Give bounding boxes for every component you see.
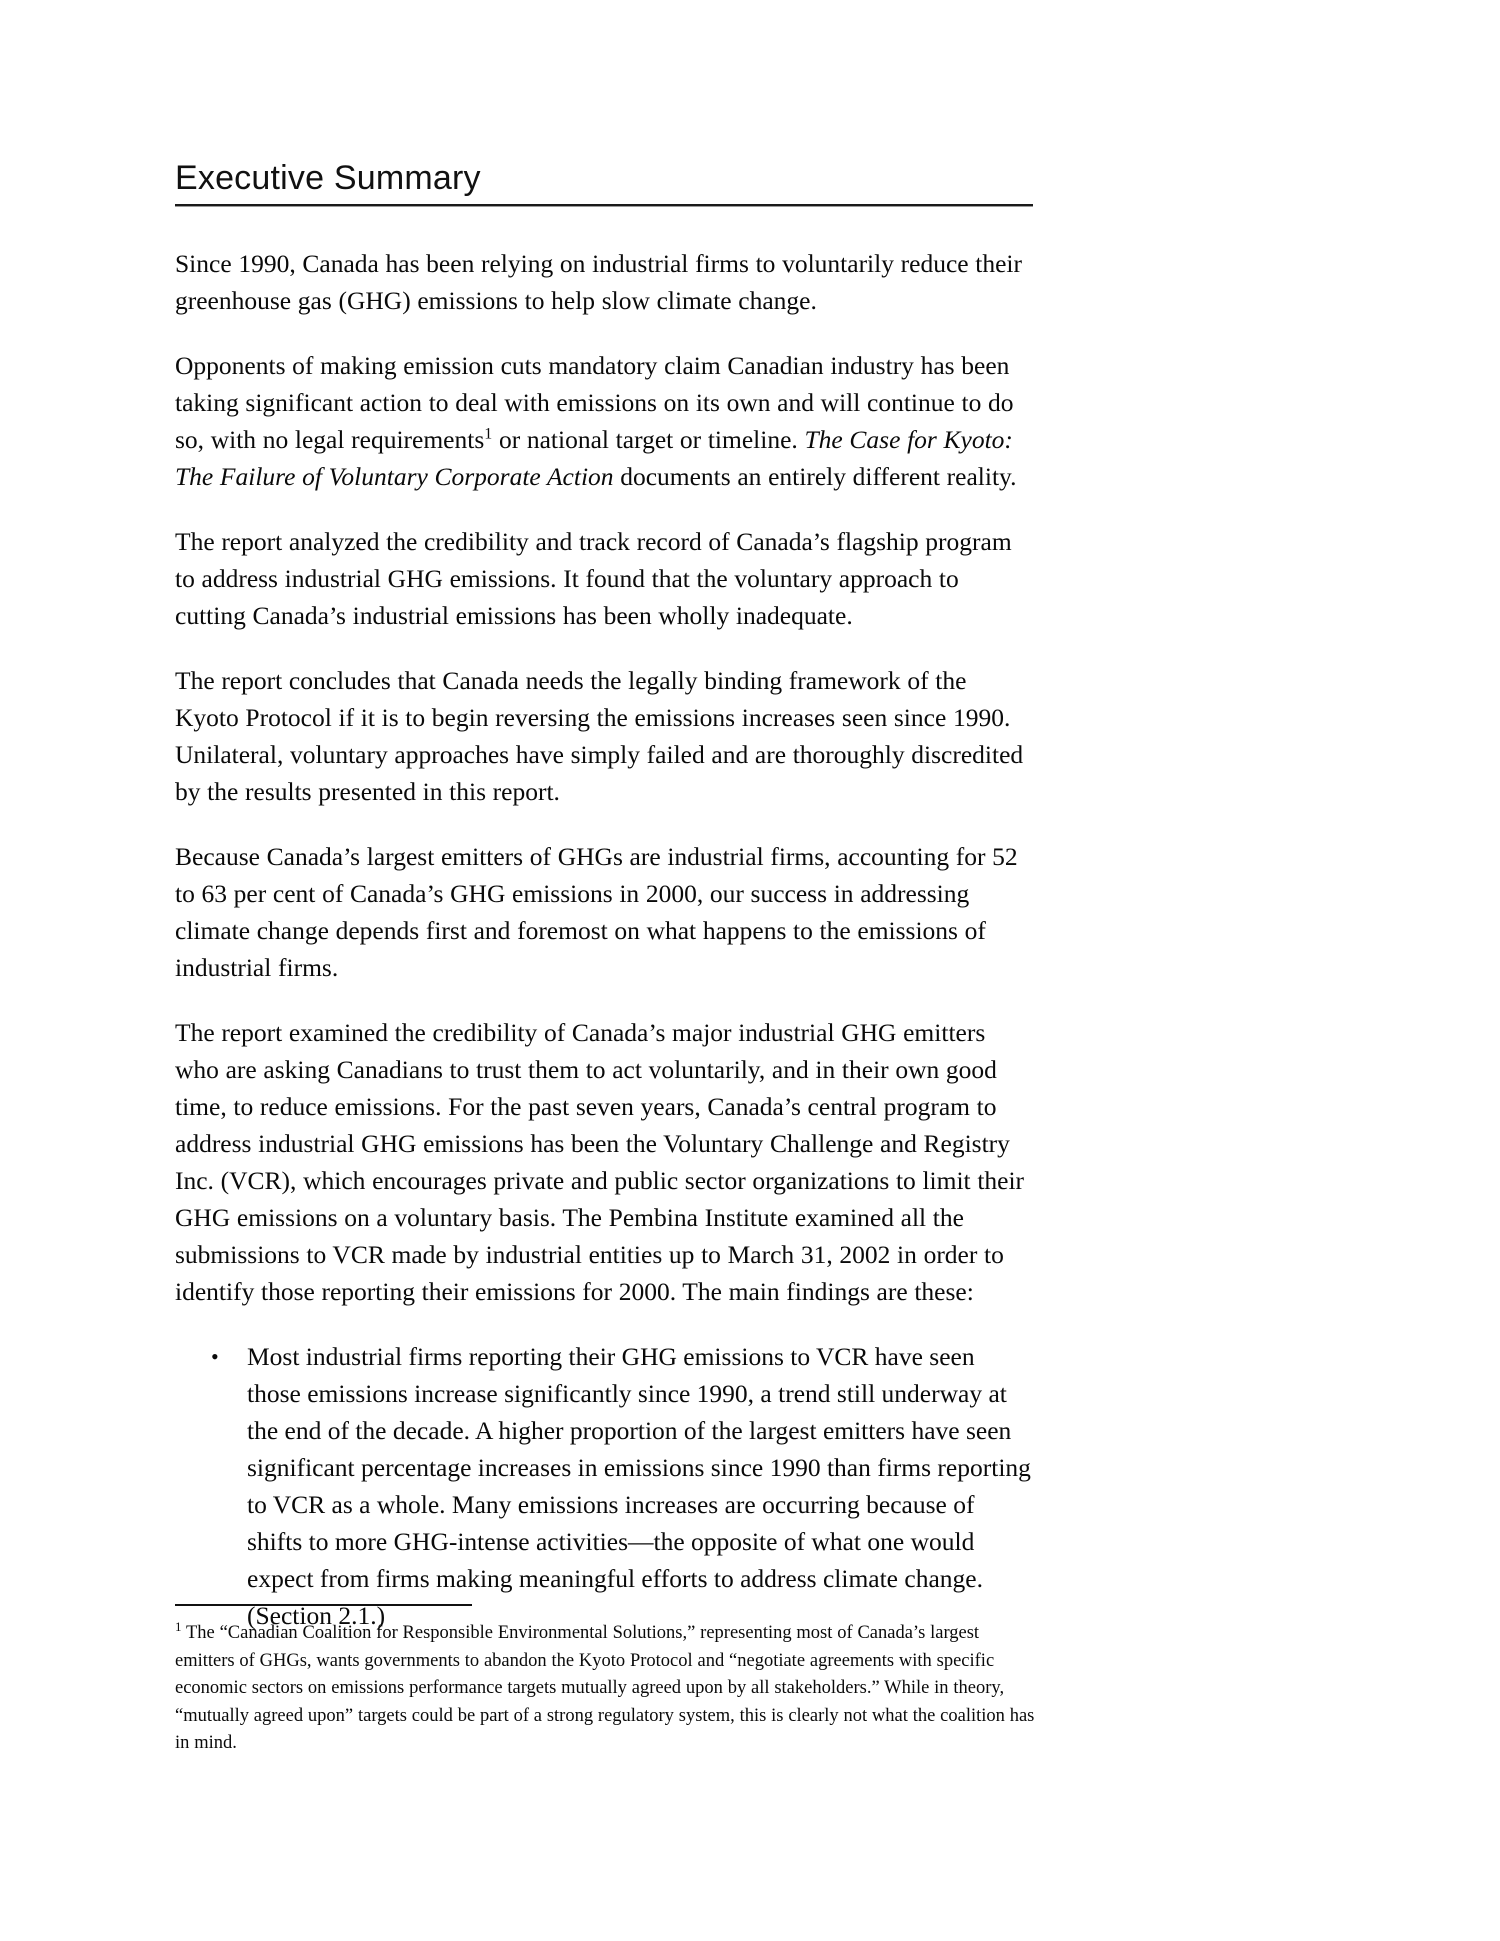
paragraph-2 — [175, 347, 1033, 495]
paragraph-2-text-b: or national target or timeline. — [492, 425, 805, 454]
paragraph-3: The report analyzed the credibility and track record of Canada’s flagship program to address industrial GHG emissions. It found that the voluntary approach to cutting Canada’s industrial emissions has been wholly inadequate. — [175, 527, 1012, 630]
heading-divider — [175, 204, 1033, 207]
paragraph-6: The report examined the credibility of Canada’s major industrial GHG emitters who are asking Canadians to trust them to act voluntarily, and in their own good time, to reduce emissions. For the past seven years, Canada’s central program to address industrial GHG emissions has been the Voluntary Challenge and Registry Inc. (VCR), which encourages private and public sector organizations to limit their GHG emissions on a voluntary basis. The Pembina Institute examined all the submissions to VCR made by industrial entities up to March 31, 2002 in order to identify those reporting their emissions for 2000. The main findings are these: — [175, 1018, 1025, 1306]
report-title-italic: The Case for Kyoto: The Failure of Voluntary Corporate Action — [175, 425, 1013, 491]
paragraph-4: The report concludes that Canada needs the legally binding framework of the Kyoto Protocol if it is to begin reversing the emissions increases seen since 1990. Unilateral, voluntary approaches have simply failed and are thoroughly discredited by the results presented in this report. — [175, 666, 1024, 806]
bullet-icon: • — [211, 1344, 219, 1369]
footnote-reference-1[interactable]: 1 — [484, 425, 493, 443]
paragraph-2-text-c: documents an entirely different reality. — [613, 462, 1017, 491]
footnote-1 — [175, 1620, 1037, 1758]
footnote-text: The “Canadian Coalition for Responsible Environmental Solutions,” representing most of Canada’s largest emitters of GHGs, wants governments to abandon the Kyoto Protocol and “negotiate agreements with specific economic sectors on emissions performance targets mutually agreed upon by all stakeholders.” While in theory, “mutually agreed upon” targets could be part of a strong regulatory system, this is clearly not what the coalition has in mind. — [175, 1623, 1035, 1753]
findings-list — [175, 1338, 1033, 1634]
footnote-area — [175, 1604, 1037, 1758]
footnote-separator — [175, 1604, 472, 1606]
page-content — [175, 0, 1033, 1656]
list-item-text: Most industrial firms reporting their GHG emissions to VCR have seen those emissions increase significantly since 1990, a trend still underway at the end of the decade. A higher proportion of the largest emitters have seen significant percentage increases in emissions since 1990 than firms reporting to VCR as a whole. Many emissions increases are occurring because of shifts to more GHG-intense activities—the opposite of what one would expect from firms making meaningful efforts to address climate change. (Section 2.1.) — [247, 1342, 1031, 1630]
list-item — [175, 1338, 1033, 1634]
paragraph-2-text-a: Opponents of making emission cuts mandatory claim Canadian industry has been taking significant action to deal with emissions on its own and will continue to do so, with no legal requirements — [175, 351, 1014, 454]
page-title: Executive Summary — [175, 159, 481, 197]
paragraph-1: Since 1990, Canada has been relying on industrial firms to voluntarily reduce their greenhouse gas (GHG) emissions to help slow climate change. — [175, 249, 1023, 315]
body-text — [175, 245, 1033, 1634]
heading-block — [175, 0, 1033, 207]
footnote-number: 1 — [175, 1618, 182, 1634]
paragraph-5: Because Canada’s largest emitters of GHGs are industrial firms, accounting for 52 to 63 per cent of Canada’s GHG emissions in 2000, our success in addressing climate change depends first and foremost on what happens to the emissions of industrial firms. — [175, 842, 1018, 982]
